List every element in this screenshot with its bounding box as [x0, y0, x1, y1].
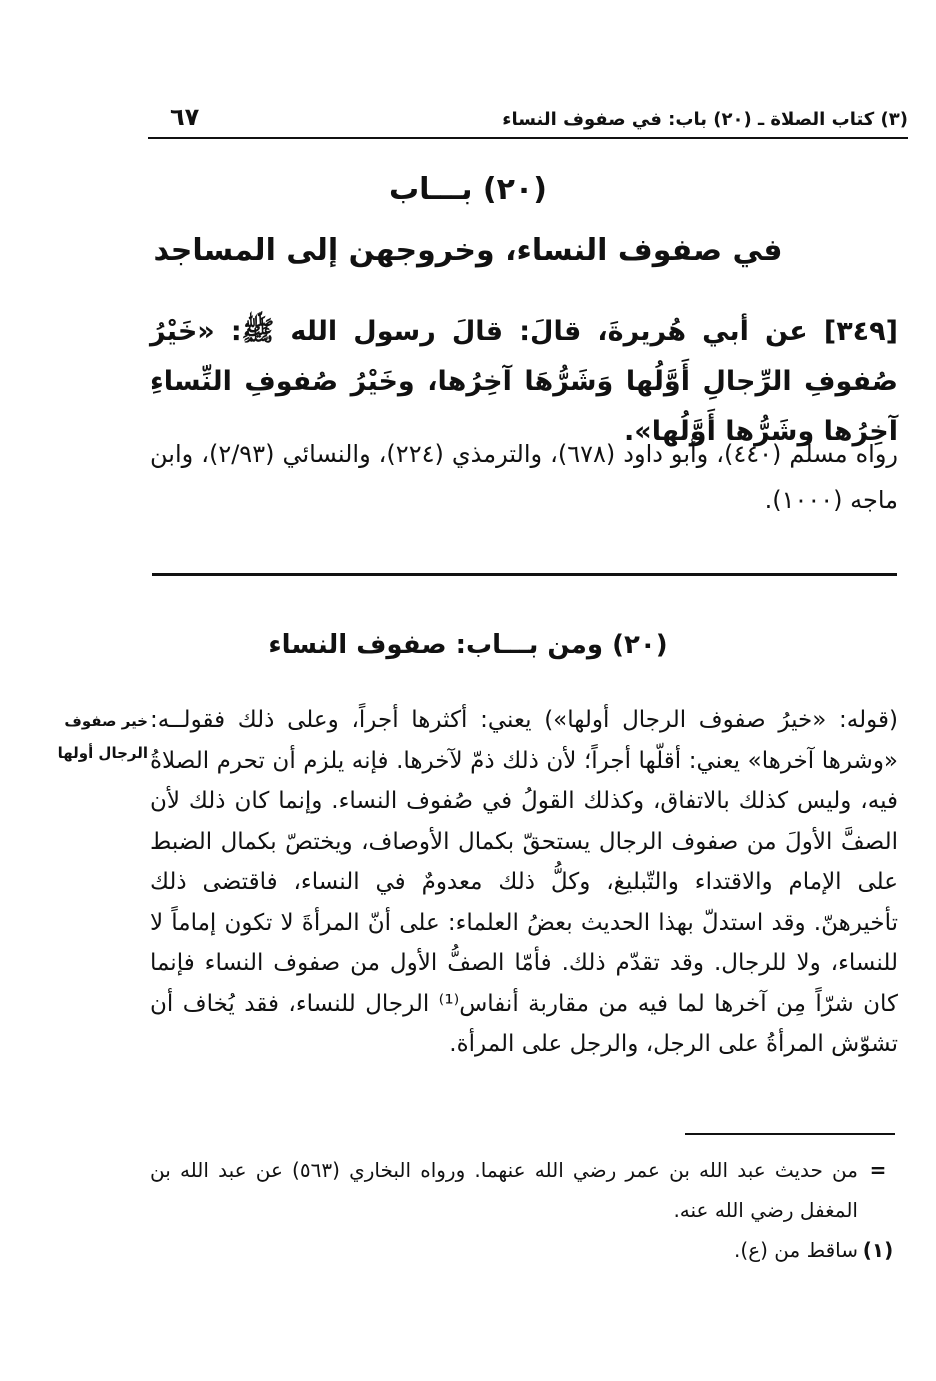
footnote-divider: [685, 1133, 895, 1135]
footnote-marker: (١): [862, 1238, 894, 1262]
footnote-text: ساقط من (ع).: [734, 1238, 858, 1262]
section-divider: [152, 573, 897, 576]
page-header: [148, 103, 908, 137]
page-number: ٦٧: [170, 103, 200, 131]
subsection-title: (٢٠) ومن بـــاب: صفوف النساء: [268, 630, 668, 660]
running-title: (٣) كتاب الصلاة ـ (٢٠) باب: في صفوف النساء: [502, 109, 908, 130]
commentary-text: (قوله: «خيرُ صفوف الرجال أولها») يعني: أكثرها أجراً، وعلى ذلك فقولــه: «وشرها آخرها» يعني: أقلّها أجراً؛ لأن ذلك ذمّ لآخرها. فإنه يلزم أن تحرم الصلاةُ فيه، وليس كذلك بالاتفاق، وكذلك القولُ في صُفوف النساء. وإنما كان ذلك لأن الصفَّ الأولَ من صفوف الرجال يستحقّ بكمال الأوصاف، ويختصّ بكمال الضبط على الإمام والاقتداء والتّبليغ، وكلُّ ذلك معدومٌ في النساء، فاقتضى ذلك تأخيرهنّ. وقد استدلّ بهذا الحديث بعضُ العلماء: على أنّ المرأةَ لا تكون إماماً لا للنساء، ولا للرجال. وقد تقدّم ذلك. فأمّا الصفُّ الأول من صفوف النساء فإنما كان شرّاً مِن آخرها لما فيه من مقاربة أنفاس⁽¹⁾ الرجال للنساء، فقد يُخاف أن تشوّش المرأةُ على الرجل، والرجل على المرأة.: [150, 707, 898, 1057]
hadith-sources: رواه مسلم (٤٤٠)، وأبو داود (٦٧٨)، والترمذي (٢٢٤)، والنسائي (٢/٩٣)، وابن ماجه (١٠٠٠).: [150, 440, 899, 514]
footnote-continuation: [150, 1150, 898, 1230]
footnote-marker: =: [869, 1158, 887, 1182]
footnote-1: [150, 1230, 898, 1270]
chapter-number: (٢٠) بـــاب: [389, 172, 547, 207]
footnotes: [150, 1150, 898, 1270]
margin-note: خير صفوف الرجال أولها: [57, 712, 148, 762]
chapter-title: في صفوف النساء، وخروجهن إلى المساجد: [153, 233, 783, 268]
hadith-text: [٣٤٩] عن أبي هُريرةَ، قالَ: قالَ رسول الله ﷺ: «خَيْرُ صُفوفِ الرِّجالِ أَوَّلُها وَشَرُّهَا آخِرُها، وخَيْرُ صُفوفِ النِّساءِ آخِرُها وشَرُّها أَوَّلُها».: [150, 316, 898, 447]
header-divider: [148, 137, 908, 139]
footnote-text: من حديث عبد الله بن عمر رضي الله عنهما. ورواه البخاري (٥٦٣) عن عبد الله بن المغفل رضي الله عنه.: [150, 1158, 858, 1222]
